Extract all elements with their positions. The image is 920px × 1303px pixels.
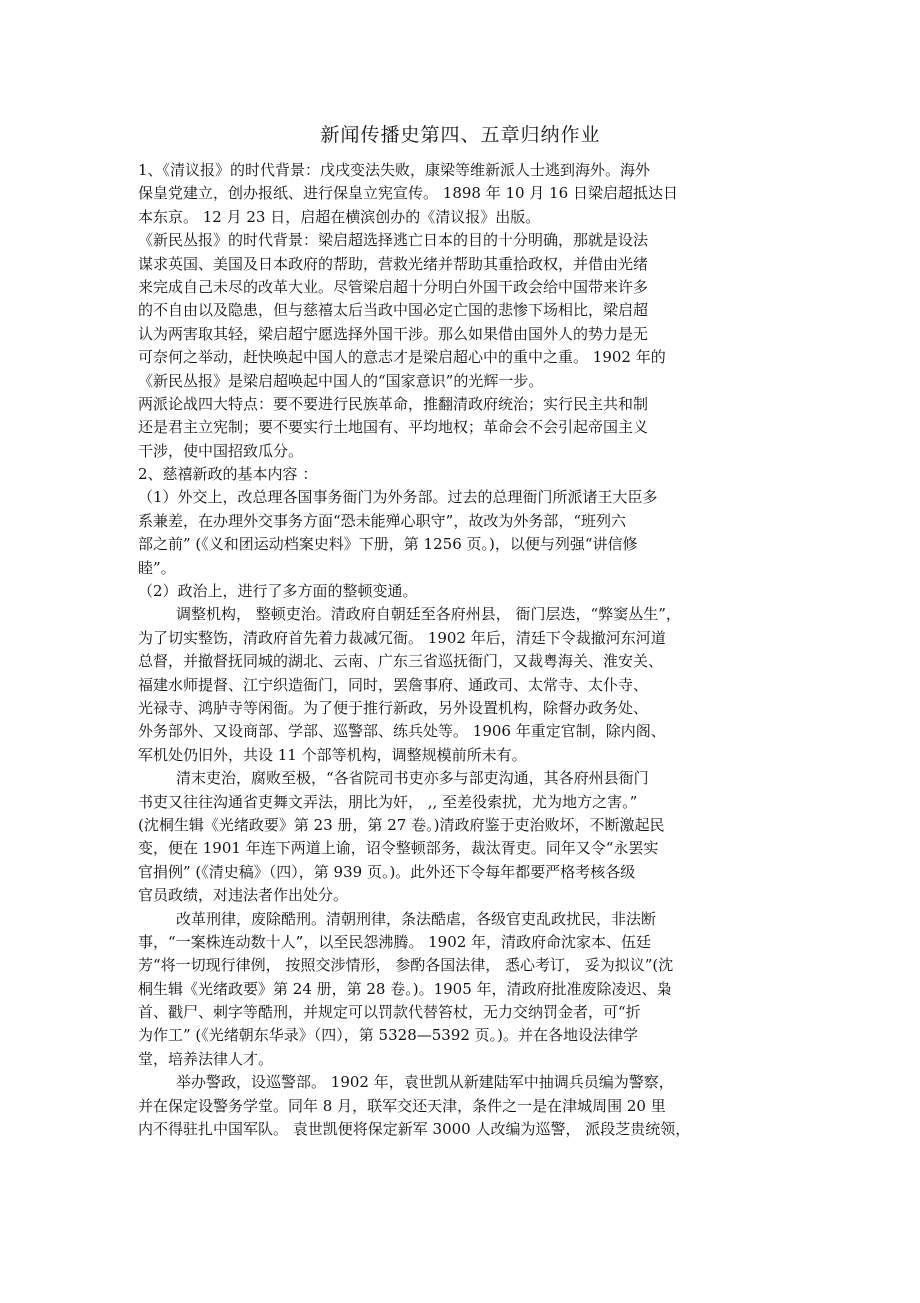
text-line: 为作工” (《光绪朝东华录》（四），第 5328—5392 页。)。并在各地设法律学 xyxy=(138,1026,639,1045)
text-line: 《新民丛报》是梁启超唤起中国人的“国家意识”的光辉一步。 xyxy=(138,371,544,390)
text-line: 清末吏治，腐败至极，“各省院司书吏亦多与部吏沟通，其各府州县衙门 xyxy=(176,769,649,788)
text-line: 还是君主立宪制；要不要实行土地国有、平均地权；革命会不会引起帝国主义 xyxy=(138,418,649,437)
text-line: (沈桐生辑《光绪政要》第 23 册，第 27 卷。)清政府鉴于吏治败坏，不断激起民 xyxy=(138,815,665,834)
text-line: 《新民丛报》的时代背景：梁启超选择逃亡日本的目的十分明确，那就是设法 xyxy=(138,231,649,250)
text-line: 变，便在 1901 年连下两道上谕，诏令整顿部务，裁汰胥吏。同年又令“永罢实 xyxy=(138,839,659,858)
text-line: 来完成自己未尽的改革大业。尽管梁启超十分明白外国干政会给中国带来许多 xyxy=(138,277,649,296)
section-heading: 2、慈禧新政的基本内容 ： xyxy=(138,465,318,484)
text-line: 总督，并撤督抚同城的湖北、云南、广东三省巡抚衙门，又裁粤海关、淮安关、 xyxy=(138,652,664,671)
text-line: 堂，培养法律人才。 xyxy=(138,1049,274,1068)
text-line: 本东京。 12 月 23 日，启超在横滨创办的《清议报》出版。 xyxy=(138,207,541,226)
text-line: 1、《清议报》的时代背景：戊戌变法失败，康梁等维新派人士逃到海外。海外 xyxy=(138,161,651,179)
text-line: （1）外交上，改总理各国事务衙门为外务部。过去的总理衙门所派诸王大臣多 xyxy=(138,488,658,507)
text-line: 两派论战四大特点：要不要进行民族革命，推翻清政府统治；实行民主共和制 xyxy=(138,394,649,413)
document-page xyxy=(138,120,783,1141)
text-line: 可奈何之举动，赶快唤起中国人的意志才是梁启超心中的重中之重。 1902 年的 xyxy=(138,348,666,367)
text-line: 的不自由以及隐患，但与慈禧太后当政中国必定亡国的悲惨下场相比，梁启超 xyxy=(138,301,649,320)
text-line: 系兼差，在办理外交事务方面“恐未能殚心职守”，故改为外务部，“班列六 xyxy=(138,511,627,530)
text-line: 睦”。 xyxy=(138,558,176,577)
text-line: 桐生辑《光绪政要》第 24 册，第 28 卷。)。1905 年，清政府批准废除凌迟、枭 xyxy=(138,979,672,998)
text-line: 官员政绩，对违法者作出处分。 xyxy=(138,886,349,905)
text-line: 内不得驻扎中国军队。 袁世凯便将保定新军 3000 人改编为巡警， 派段芝贵统领， xyxy=(138,1120,691,1139)
text-line: 芳“将一切现行律例， 按照交涉情形， 参酌各国法律， 悉心考订， 妥为拟议”(沈 xyxy=(138,956,674,975)
document-body xyxy=(138,159,783,1141)
text-line: 书吏又往往沟通省吏舞文弄法，朋比为奸， ,, 至差役索扰，尤为地方之害。” xyxy=(138,792,638,811)
text-line: 外务部外、又设商部、学部、巡警部、练兵处等。 1906 年重定官制，除内阁、 xyxy=(138,722,666,741)
text-line: 部之前” (《义和团运动档案史料》下册，第 1256 页。)，以便与列强“讲信修 xyxy=(138,535,638,554)
text-line: 干涉，使中国招致瓜分。 xyxy=(138,441,304,460)
text-line: 首、戳尸、刺字等酷刑，并规定可以罚款代替笞杖，无力交纳罚金者，可“折 xyxy=(138,1003,641,1022)
text-line: 保皇党建立，创办报纸、进行保皇立宪宣传。 1898 年 10 月 16 日梁启超抵达日 xyxy=(138,184,678,203)
text-line: 为了切实整饬，清政府首先着力裁减冗衙。 1902 年后，清廷下令裁撤河东河道 xyxy=(138,628,666,647)
text-line: （2）政治上，进行了多方面的整顿变通。 xyxy=(138,582,418,601)
text-line: 认为两害取其轻，梁启超宁愿选择外国干涉。那么如果借由国外人的势力是无 xyxy=(138,324,649,343)
text-line: 举办警政，设巡警部。 1902 年，袁世凯从新建陆军中抽调兵员编为警察， xyxy=(176,1073,674,1092)
text-line: 谋求英国、美国及日本政府的帮助，营救光绪并帮助其重拾政权，并借由光绪 xyxy=(138,254,649,273)
text-line: 福建水师提督、江宁织造衙门，同时，罢詹事府、通政司、太常寺、太仆寺、 xyxy=(138,675,649,694)
text-line: 并在保定设警务学堂。同年 8 月，联军交还天津，条件之一是在津城周围 20 里 xyxy=(138,1096,666,1115)
text-line: 军机处仍旧外，共设 11 个部等机构，调整规模前所未有。 xyxy=(138,745,527,764)
text-line: 光禄寺、鸿胪寺等闲衙。为了便于推行新政，另外设置机构，除督办政务处、 xyxy=(138,698,649,717)
text-line: 调整机构， 整顿吏治。清政府自朝廷至各府州县， 衙门层迭，“弊窦丛生”， xyxy=(176,605,681,624)
text-line: 官捐例” (《清史稿》（四），第 939 页。)。此外还下令每年都要严格考核各级 xyxy=(138,862,636,881)
text-line: 事，“一案株连动数十人”，以至民怨沸腾。 1902 年，清政府命沈家本、伍廷 xyxy=(138,932,652,951)
text-line: 改革刑律，废除酷刑。清朝刑律，条法酷虐，各级官吏乱政扰民，非法断 xyxy=(176,909,657,928)
document-title: 新闻传播史第四、五章归纳作业 xyxy=(320,124,601,146)
